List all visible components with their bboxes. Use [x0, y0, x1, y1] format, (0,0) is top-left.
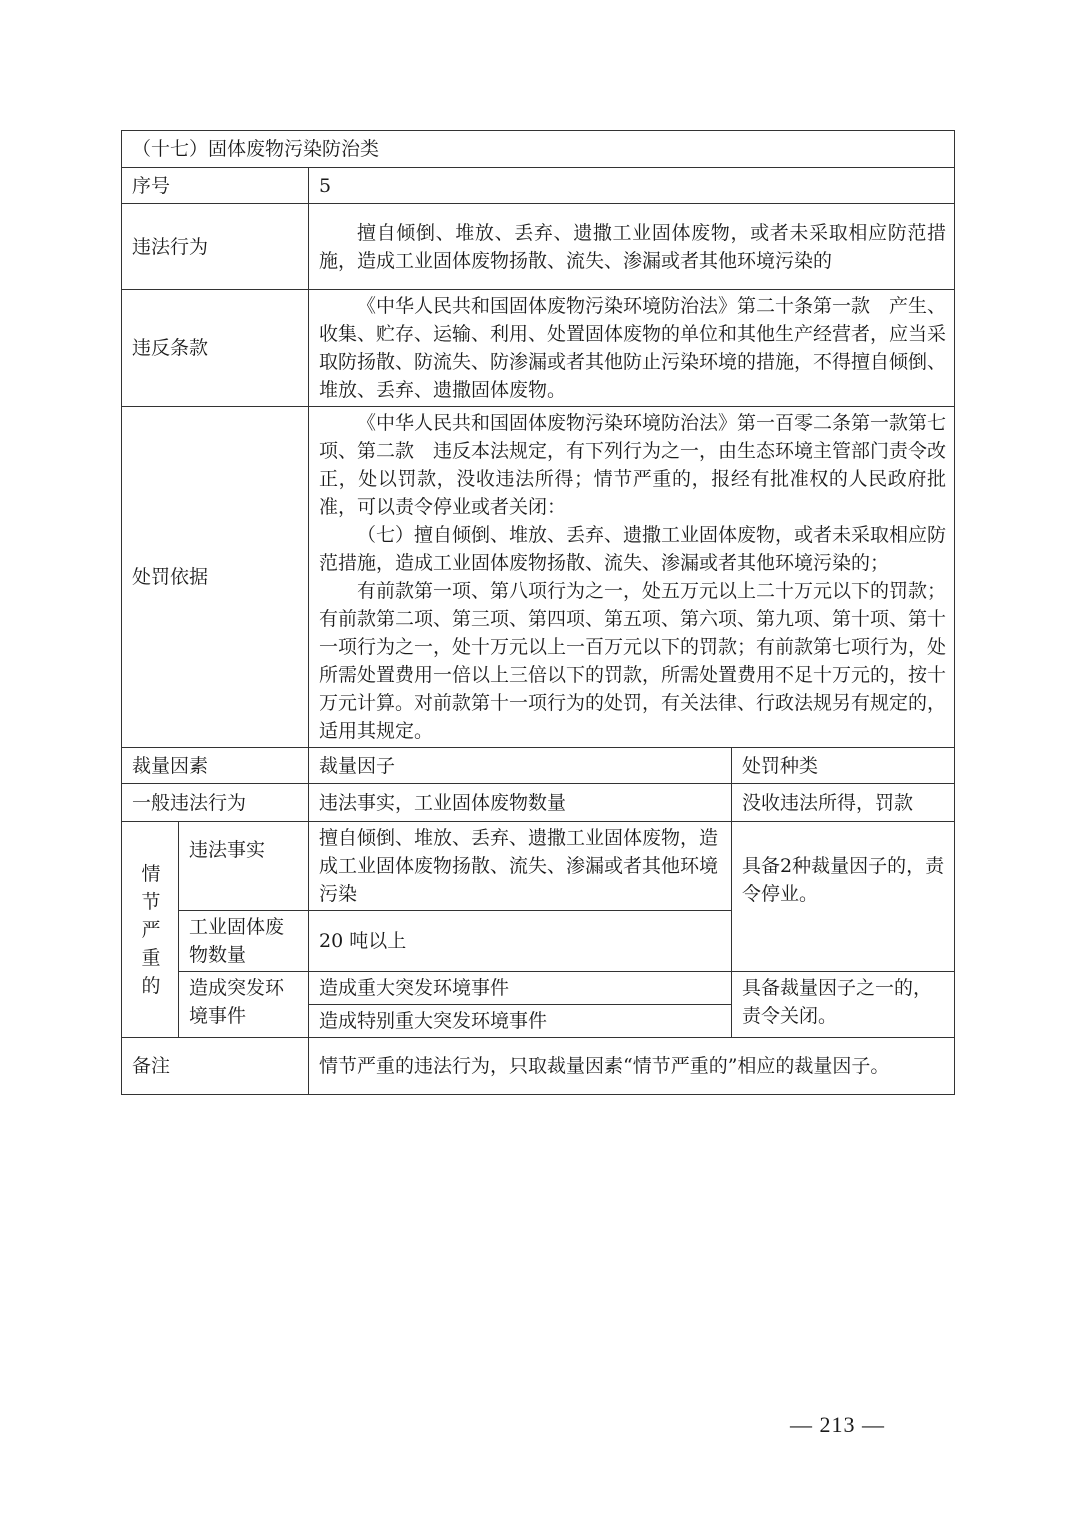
remark-label: 备注: [122, 1038, 309, 1095]
penalty-standard-table: [121, 130, 955, 1095]
incident-major: 造成重大突发环境事件: [309, 972, 732, 1005]
basis-cell: [309, 407, 955, 748]
clause-label: 违反条款: [122, 290, 309, 407]
quantity-label: 工业固体废物数量: [179, 911, 309, 972]
factor-header: 裁量因素: [122, 748, 309, 784]
clause-text: 《中华人民共和国固体废物污染环境防治法》第二十条第一款 产生、收集、贮存、运输、利用、处置固体废物的单位和其他生产经营者，应当采取防扬散、防流失、防渗漏或者其他防止污染环境的措施，不得擅自倾倒、堆放、丢弃、遗撒固体废物。: [319, 295, 947, 401]
serious-fact-text: 擅自倾倒、堆放、丢弃、遗撒工业固体废物，造成工业固体废物扬散、流失、渗漏或者其他环境污染: [309, 822, 732, 911]
remark-text: 情节严重的违法行为，只取裁量因素“情节严重的”相应的裁量因子。: [309, 1038, 955, 1095]
violation-label: 违法行为: [122, 204, 309, 290]
clause-cell: [309, 290, 955, 407]
violation-text: 擅自倾倒、堆放、丢弃、遗撒工业固体废物，或者未采取相应防范措施，造成工业固体废物扬散、流失、渗漏或者其他环境污染的: [319, 221, 947, 272]
factor-sub-header: 裁量因子: [309, 748, 732, 784]
incident-label: 造成突发环境事件: [179, 972, 309, 1038]
basis-label: 处罚依据: [122, 407, 309, 748]
basis-paragraph-1: 《中华人民共和国固体废物污染环境防治法》第一百零二条第一款第七项、第二款 违反本法规定，有下列行为之一，由生态环境主管部门责令改正，处以罚款，没收违法所得；情节严重的，报经有批准权的人民政府批准，可以责令停业或者关闭：: [319, 412, 947, 518]
serious-label: 情 节 严 重 的: [122, 822, 179, 1038]
table-title: （十七）固体废物污染防治类: [122, 131, 955, 168]
serious-fact-label: 违法事实: [179, 822, 309, 911]
violation-cell: [309, 204, 955, 290]
basis-paragraph-3: 有前款第一项、第八项行为之一，处五万元以上二十万元以下的罚款；有前款第二项、第三项、第四项、第五项、第六项、第九项、第十项、第十一项行为之一，处十万元以上一百万元以下的罚款；有前款第七项行为，处所需处置费用一倍以上三倍以下的罚款，所需处置费用不足十万元的，按十万元计算。对前款第十一项行为的处罚，有关法律、行政法规另有规定的，适用其规定。: [319, 580, 947, 742]
incident-extra: 造成特别重大突发环境事件: [309, 1005, 732, 1038]
serial-label: 序号: [122, 168, 309, 204]
general-penalty: 没收违法所得，罚款: [732, 784, 955, 822]
page-number: — 213 —: [790, 1412, 885, 1437]
quantity-text: 20 吨以上: [309, 911, 732, 972]
general-label: 一般违法行为: [122, 784, 309, 822]
serial-value: 5: [309, 168, 955, 204]
serious-penalty-2: 具备裁量因子之一的，责令关闭。: [732, 972, 955, 1038]
serious-penalty-1: 具备2种裁量因子的，责令停业。: [732, 822, 955, 972]
basis-paragraph-2: （七）擅自倾倒、堆放、丢弃、遗撒工业固体废物，或者未采取相应防范措施，造成工业固体废物扬散、流失、渗漏或者其他环境污染的；: [319, 524, 947, 574]
penalty-type-header: 处罚种类: [732, 748, 955, 784]
general-factor: 违法事实，工业固体废物数量: [309, 784, 732, 822]
